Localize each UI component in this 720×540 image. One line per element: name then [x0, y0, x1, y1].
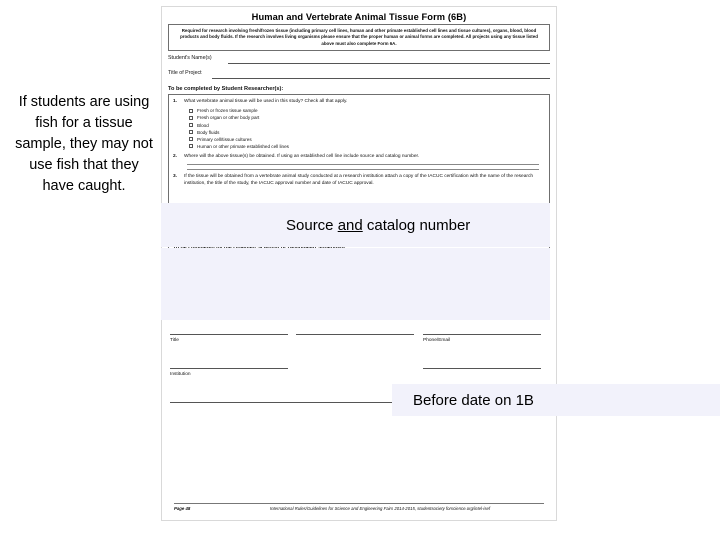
question-2 [173, 153, 545, 160]
option-body-fluids[interactable] [189, 129, 545, 136]
source-callout-post: catalog number [362, 217, 471, 234]
checkbox-icon[interactable] [189, 116, 193, 120]
source-callout-pre: Source [286, 217, 338, 234]
mid-callout-panel [161, 248, 550, 320]
question-3-text: If the tissue will be obtained from a vertebrate animal study conducted at a research institution attach a copy of the IACUC certification with the name of the research institution, the title of the study, the IACUC approval number and date of IACUC approval. [184, 174, 534, 187]
institution-line[interactable] [170, 402, 416, 403]
checkbox-icon[interactable] [189, 144, 193, 148]
institution-caption: Institution [170, 371, 191, 377]
option-fresh-organ[interactable] [189, 114, 545, 121]
option-label: Primary cell/tissue cultures [197, 136, 252, 142]
question-2-number: 2. [173, 153, 178, 159]
checkbox-icon[interactable] [189, 109, 193, 113]
project-title-label: Title of Project [168, 70, 202, 77]
checkbox-icon[interactable] [189, 123, 193, 127]
printed-name-line[interactable] [170, 334, 288, 335]
student-section-header: To be completed by Student Researcher(s): [168, 86, 284, 93]
signature-line[interactable] [296, 334, 414, 335]
option-label: Body fluids [197, 129, 220, 135]
date-line[interactable] [423, 334, 541, 335]
option-label: Fresh or frozen tissue sample [197, 108, 258, 114]
student-name-rule [228, 63, 550, 64]
phone-email-caption: Phone/Email [423, 337, 451, 343]
option-blood[interactable] [189, 122, 545, 129]
option-label: Blood [197, 122, 209, 128]
footer-citation: International Rules/Guidelines for Science and Engineering Fairs 2014-2015, studentsociety forscience.org/intel-isef [269, 506, 491, 511]
question-2-answer-rule[interactable] [187, 164, 539, 165]
question-1 [173, 98, 545, 105]
footer-page-number: Page 48 [174, 506, 191, 511]
checkbox-icon[interactable] [189, 137, 193, 141]
title-line[interactable] [170, 368, 288, 369]
before-date-callout: Before date on 1B [413, 392, 534, 409]
question-3 [173, 173, 545, 187]
form-footer [174, 503, 544, 511]
source-callout-and: and [337, 217, 363, 234]
student-name-label: Student's Name(s) [168, 55, 212, 62]
question-3-number: 3. [173, 174, 178, 180]
option-established-cell-lines[interactable] [189, 143, 545, 150]
form-notice-box: Required for research involving fresh/frozen tissue (including primary cell lines, human and other primate established cell lines and tissue cultures), organs, blood, blood products and body fluids. If the research involves living organisms please ensure that the proper human or animal forms are completed. All projects using any tissue listed above must also complete Form 6A. [168, 24, 550, 51]
form-title: Human and Vertebrate Animal Tissue Form (6B) [251, 12, 467, 22]
question-1-text: What vertebrate animal tissue will be used in this study? Check all that apply. [184, 99, 348, 105]
project-title-field[interactable] [168, 70, 550, 81]
option-label: Human or other primate established cell lines [197, 143, 289, 149]
option-label: Fresh organ or other body part [197, 115, 260, 121]
phone-email-line[interactable] [423, 368, 541, 369]
question-1-number: 1. [173, 99, 178, 105]
question-2-text: Where will the above tissue(s) be obtained. If using an established cell line include source and catalog number. [184, 153, 420, 159]
project-title-rule [212, 78, 550, 79]
option-primary-cultures[interactable] [189, 136, 545, 143]
title-caption: Title [170, 337, 179, 343]
option-fresh-frozen-tissue[interactable] [189, 107, 545, 114]
source-catalog-callout [286, 217, 470, 234]
student-name-field[interactable] [168, 55, 550, 66]
left-annotation-note: If students are using fish for a tissue sample, they may not use fish that they have caught. [15, 94, 153, 195]
checkbox-icon[interactable] [189, 130, 193, 134]
question-1-options[interactable] [189, 107, 545, 150]
